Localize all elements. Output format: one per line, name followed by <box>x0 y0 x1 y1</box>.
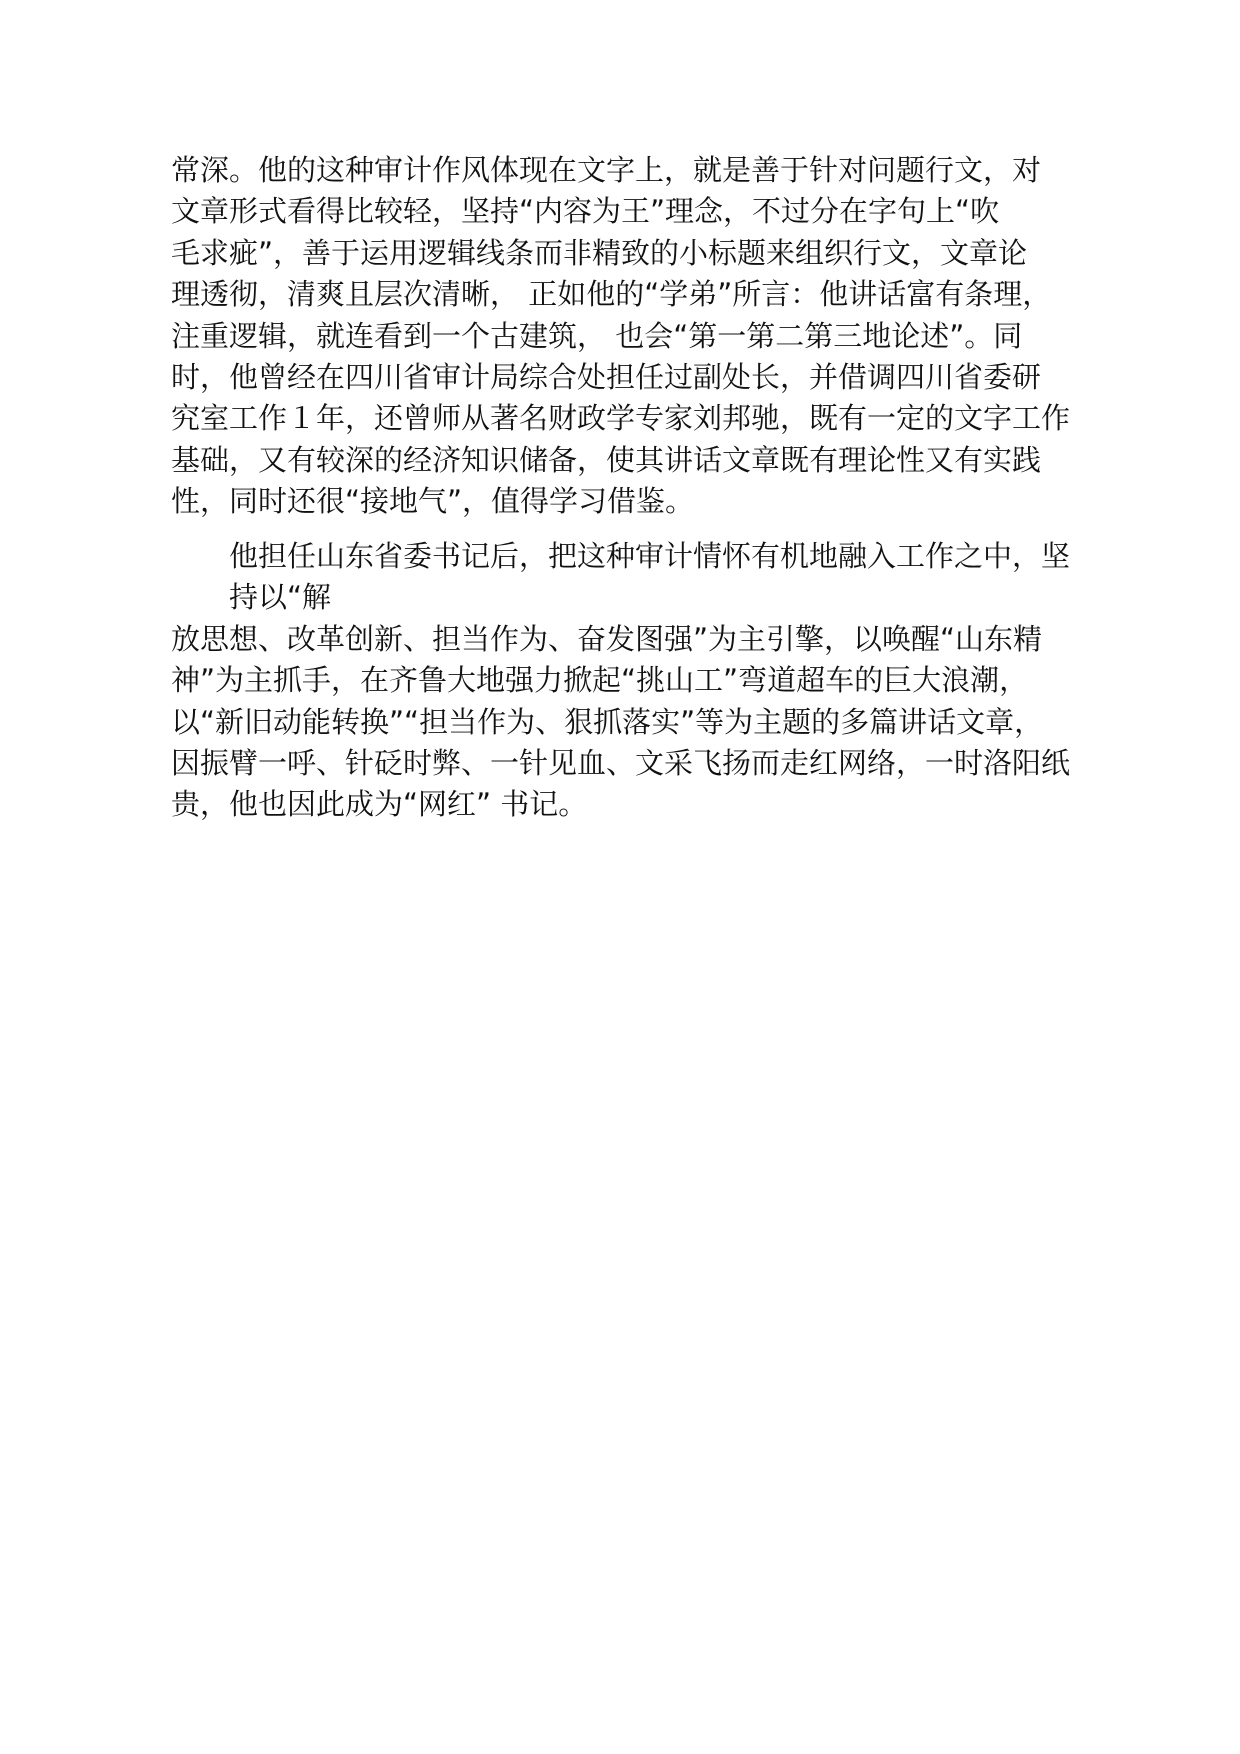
text-line: 时，他曾经在四川省审计局综合处担任过副处长，并借调四川省委研 <box>171 359 1042 394</box>
text-line: 持以“解 <box>229 580 332 615</box>
text-line: 注重逻辑，就连看到一个古建筑， 也会“第一第二第三地论述”。同 <box>171 318 1023 353</box>
text-line: 究室工作１年，还曾师从著名财政学专家刘邦驰，既有一定的文字工作 <box>171 401 1071 436</box>
text-line: 毛求疵”，善于运用逻辑线条而非精致的小标题来组织行文，文章论 <box>171 235 1028 270</box>
text-line: 以“新旧动能转换”“担当作为、狠抓落实”等为主题的多篇讲话文章， <box>171 704 1044 739</box>
paragraph-1 <box>171 150 1101 523</box>
text-line: 文章形式看得比较轻，坚持“内容为王”理念，不过分在字句上“吹 <box>171 194 1000 229</box>
text-line: 常深。他的这种审计作风体现在文字上，就是善于针对问题行文，对 <box>171 153 1042 187</box>
text-line: 因振臂一呼、针砭时弊、一针见血、文采飞扬而走红网络，一时洛阳纸 <box>171 745 1071 780</box>
text-line: 性，同时还很“接地气”，值得学习借鉴。 <box>171 484 695 519</box>
text-line: 神”为主抓手，在齐鲁大地强力掀起“挑山工”弯道超车的巨大浪潮， <box>171 663 1029 698</box>
paragraph-2 <box>171 536 1101 826</box>
text-line: 理透彻，清爽且层次清晰， 正如他的“学弟”所言：他讲话富有条理， <box>171 277 1052 312</box>
text-line: 放思想、改革创新、担当作为、奋发图强”为主引擎，以唤醒“山东精 <box>171 621 1043 656</box>
text-line: 他担任山东省委书记后，把这种审计情怀有机地融入工作之中，坚 <box>229 539 1071 573</box>
text-line: 基础，又有较深的经济知识储备，使其讲话文章既有理论性又有实践 <box>171 442 1042 477</box>
text-line: 贵，他也因此成为“网红” 书记。 <box>171 787 588 822</box>
